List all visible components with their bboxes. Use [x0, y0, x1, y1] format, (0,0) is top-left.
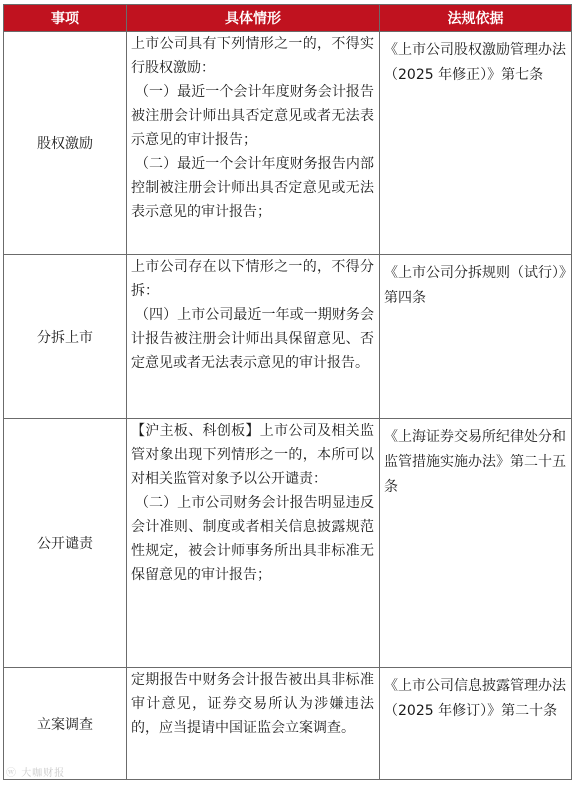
header-row	[4, 5, 572, 32]
detail-clause: （二）上市公司财务会计报告明显违反会计准则、制度或者相关信息披露规范性规定，被会计师事务所出具非标准无保留意见的审计报告；	[131, 495, 374, 583]
header-basis: 法规依据	[380, 5, 572, 32]
row-detail	[127, 668, 380, 780]
header-item: 事项	[4, 5, 127, 32]
row-item: 公开谴责	[4, 419, 127, 668]
table-row	[4, 419, 572, 668]
row-item: 股权激励	[4, 32, 127, 255]
table-row	[4, 255, 572, 419]
table-row	[4, 668, 572, 780]
watermark-icon: ⓦ	[6, 768, 17, 779]
regulation-table	[3, 4, 572, 780]
row-basis: 《上海证券交易所纪律处分和监管措施实施办法》第二十五条	[380, 419, 572, 668]
detail-clause: （一）最近一个会计年度财务会计报告被注册会计师出具否定意见或者无法表示意见的审计报告；	[131, 84, 374, 148]
row-detail	[127, 419, 380, 668]
detail-lead: 【沪主板、科创板】上市公司及相关监管对象出现下列情形之一的，本所可以对相关监管对象予以公开谴责：	[131, 423, 374, 487]
header-detail: 具体情形	[127, 5, 380, 32]
row-detail	[127, 255, 380, 419]
detail-lead: 上市公司具有下列情形之一的，不得实行股权激励：	[131, 36, 374, 76]
detail-clause: （二）最近一个会计年度财务报告内部控制被注册会计师出具否定意见或无法表示意见的审计报告；	[131, 156, 374, 220]
table-row	[4, 32, 572, 255]
row-item: 分拆上市	[4, 255, 127, 419]
detail-clause: （四）上市公司最近一年或一期财务会计报告被注册会计师出具保留意见、否定意见或者无法表示意见的审计报告。	[131, 307, 374, 371]
row-detail	[127, 32, 380, 255]
watermark	[6, 764, 65, 779]
watermark-text: 大咖财报	[21, 768, 66, 779]
row-basis: 《上市公司信息披露管理办法（2025 年修订）》第二十条	[380, 668, 572, 780]
detail-lead: 上市公司存在以下情形之一的，不得分拆：	[131, 259, 374, 299]
row-basis: 《上市公司股权激励管理办法（2025 年修正）》第七条	[380, 32, 572, 255]
row-item: 立案调查	[4, 668, 127, 780]
row-basis: 《上市公司分拆规则（试行）》第四条	[380, 255, 572, 419]
detail-lead: 定期报告中财务会计报告被出具非标准审计意见，证券交易所认为涉嫌违法的，应当提请中国证监会立案调查。	[131, 672, 374, 736]
